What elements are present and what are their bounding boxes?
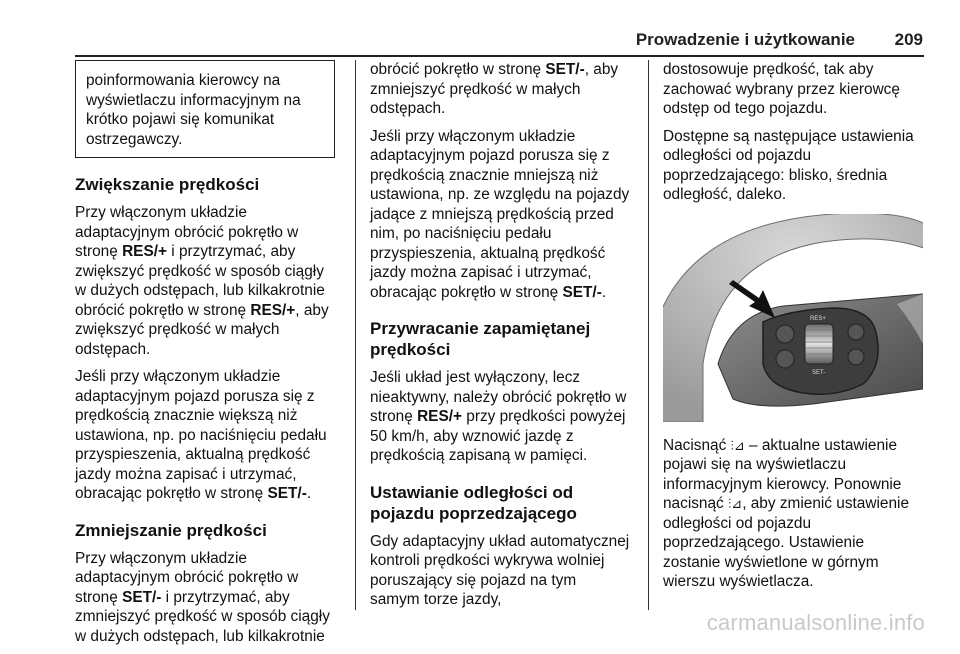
column-divider-1 (355, 60, 356, 610)
paragraph: Przy włączonym układzie adaptacyjnym obrócić pokrętło w stronę SET/- i przytrzymać, aby zmniejszyć prędkość w sposób ciągły w dużych odstępach, lub kilkakrotnie (75, 549, 330, 645)
heading-increase-speed: Zwiększanie prędkości (75, 175, 260, 194)
res-label: RES+ (810, 315, 826, 322)
steering-wheel-controls-illustration (663, 214, 923, 422)
notice-box (75, 60, 335, 158)
column-3 (663, 60, 923, 600)
column-divider-2 (648, 60, 649, 610)
paragraph: dostosowuje prędkość, tak aby zachować wybrany przez kierowcę odstęp od tego pojazdu. (663, 61, 900, 117)
cruise-button (776, 350, 794, 368)
paragraph: Jeśli układ jest wyłączony, lecz nieaktywny, należy obrócić pokrętło w stronę RES/+ przy prędkości powyżej 50 km/h, aby wznowić jazdę z prędkością zapisaną w pamięci. (370, 369, 627, 464)
paragraph: Gdy adaptacyjny układ automatycznej kontroli prędkości wykrywa wolniej poruszający się pojazd na tym samym torze jazdy, (370, 532, 630, 608)
page-title: Prowadzenie i użytkowanie (635, 30, 855, 49)
heading-decrease-speed: Zmniejszanie prędkości (75, 520, 267, 540)
watermark: carmanualsonline.info (706, 610, 925, 635)
distance-icon: ⫶⊿ (730, 437, 745, 453)
distance-icon: ⫶⊿ (728, 496, 743, 511)
notice-text: poinformowania kierowcy na wyświetlaczu informacyjnym na krótko pojawi się komunikat ostrzegawczy. (86, 72, 301, 148)
paragraph: Przy włączonym układzie adaptacyjnym obrócić pokrętło w stronę RES/+ i przytrzymać, aby zwiększyć prędkość w sposób ciągły w dużych odstępach, lub kilkakrotnie obrócić pokrętło w stronę RES/+, aby zwiększyć prędkość w małych odstępach. (75, 204, 329, 358)
paragraph: Nacisnąć ⫶⊿ – aktualne ustawienie pojawi się na wyświetlaczu informacyjnym kierowcy. Ponownie nacisnąć ⫶⊿, aby zmienić ustawienie odległości od pojazdu poprzedzającego. Ustawienie zostanie wyświetlone w górnym wierszu wyświetlacza. (663, 436, 909, 590)
cancel-button (848, 349, 864, 365)
column-1 (75, 60, 335, 654)
paragraph: Dostępne są następujące ustawienia odległości od pojazdu poprzedzającego: blisko, średnia odległość, daleko. (663, 127, 914, 203)
column-2 (370, 60, 630, 618)
limiter-button (848, 324, 864, 340)
distance-button (776, 325, 794, 343)
heading-resume-speed: Przywracanie zapamiętanej prędkości (370, 319, 591, 359)
header-divider (75, 55, 924, 57)
set-label: SET- (812, 369, 826, 376)
paragraph: obrócić pokrętło w stronę SET/-, aby zmniejszyć prędkość w małych odstępach. (370, 61, 619, 117)
paragraph: Jeśli przy włączonym układzie adaptacyjnym pojazd porusza się z prędkością znacznie mniejszą niż ustawiona, np. ze względu na pojazdy jadące z mniejszą prędkością przed nim, po naciśnięciu pedału przyspieszenia, aktualną prędkość jazdy można zapisać i utrzymać, obracając pokrętło w stronę SET/-. (370, 127, 630, 301)
heading-set-distance: Ustawianie odległości od pojazdu poprzedzającego (370, 482, 577, 523)
paragraph: Jeśli przy włączonym układzie adaptacyjnym pojazd porusza się z prędkością znacznie większą niż ustawiona, np. po naciśnięciu pedału przyspieszenia, aktualną prędkość jazdy można zapisać i utrzymać, obracając pokrętło w stronę SET/-. (75, 368, 327, 502)
page-number: 209 (894, 30, 923, 49)
